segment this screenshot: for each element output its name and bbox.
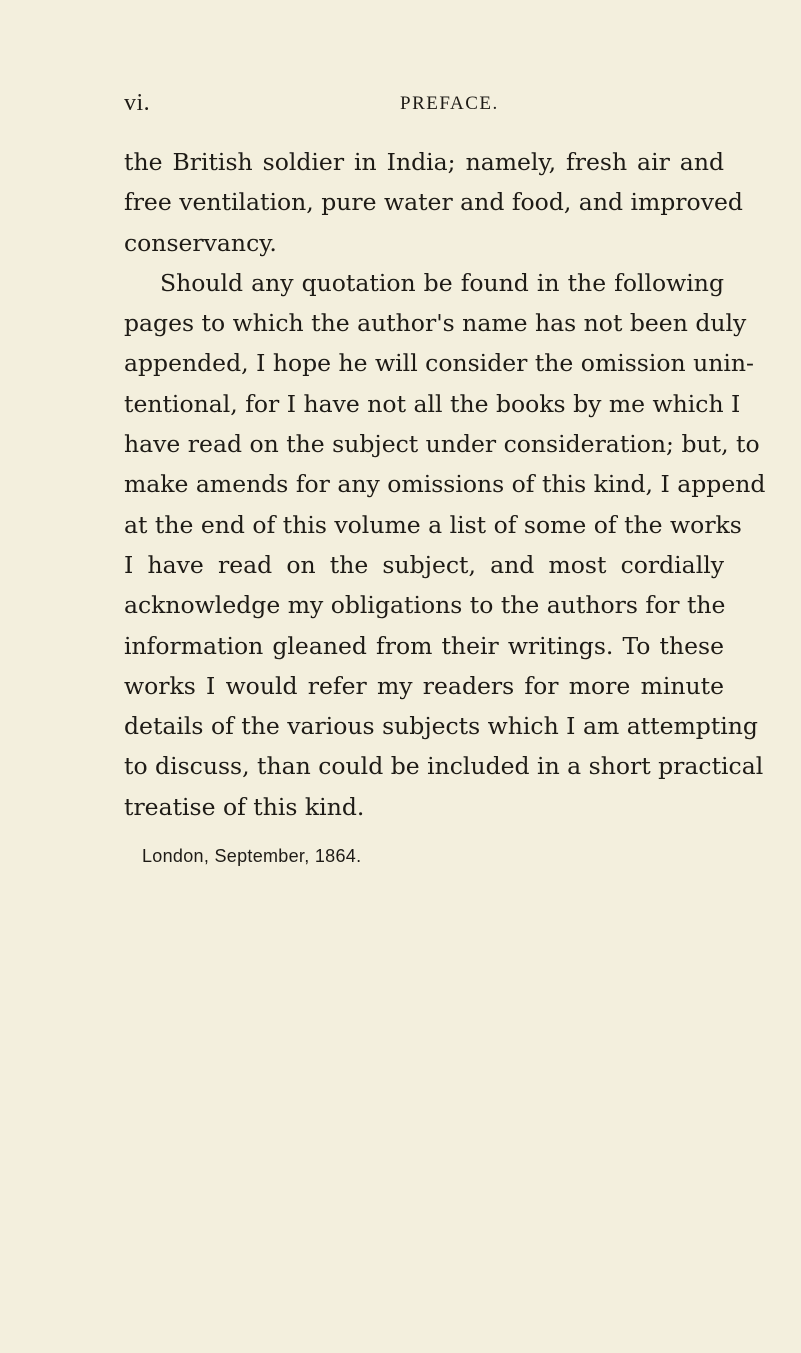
text-line: have read on the subject under consideration; but, to (124, 430, 760, 459)
text-line: the British soldier in India; namely, fresh air and (124, 148, 724, 176)
text-line: free ventilation, pure water and food, and improved (124, 188, 743, 217)
text-line: Should any quotation be found in the following (160, 268, 724, 297)
text-line: pages to which the author's name has not been duly (124, 309, 747, 338)
text-line: tentional, for I have not all the books by me which I (124, 389, 741, 418)
text-line: information gleaned from their writings. To these (124, 631, 724, 660)
place-date-signature: London, September, 1864. (142, 846, 362, 866)
page-number: vi. (124, 90, 151, 116)
preface-body (124, 142, 766, 827)
text-line: treatise of this kind. (124, 792, 365, 821)
text-line: at the end of this volume a list of some of the works (124, 510, 742, 539)
text-line: I have read on the subject, and most cordially (124, 550, 724, 579)
text-line: details of the various subjects which I am attempting (124, 712, 758, 741)
running-title: PREFACE. (400, 93, 499, 114)
text-line: appended, I hope he will consider the omission unin- (124, 349, 755, 378)
text-line: make amends for any omissions of this kind, I append (124, 470, 766, 499)
text-line: acknowledge my obligations to the authors for the (124, 591, 726, 620)
text-line: conservancy. (124, 228, 277, 257)
text-line: works I would refer my readers for more minute (124, 671, 724, 700)
running-head (124, 90, 724, 120)
text-line: to discuss, than could be included in a short practical (124, 752, 764, 781)
